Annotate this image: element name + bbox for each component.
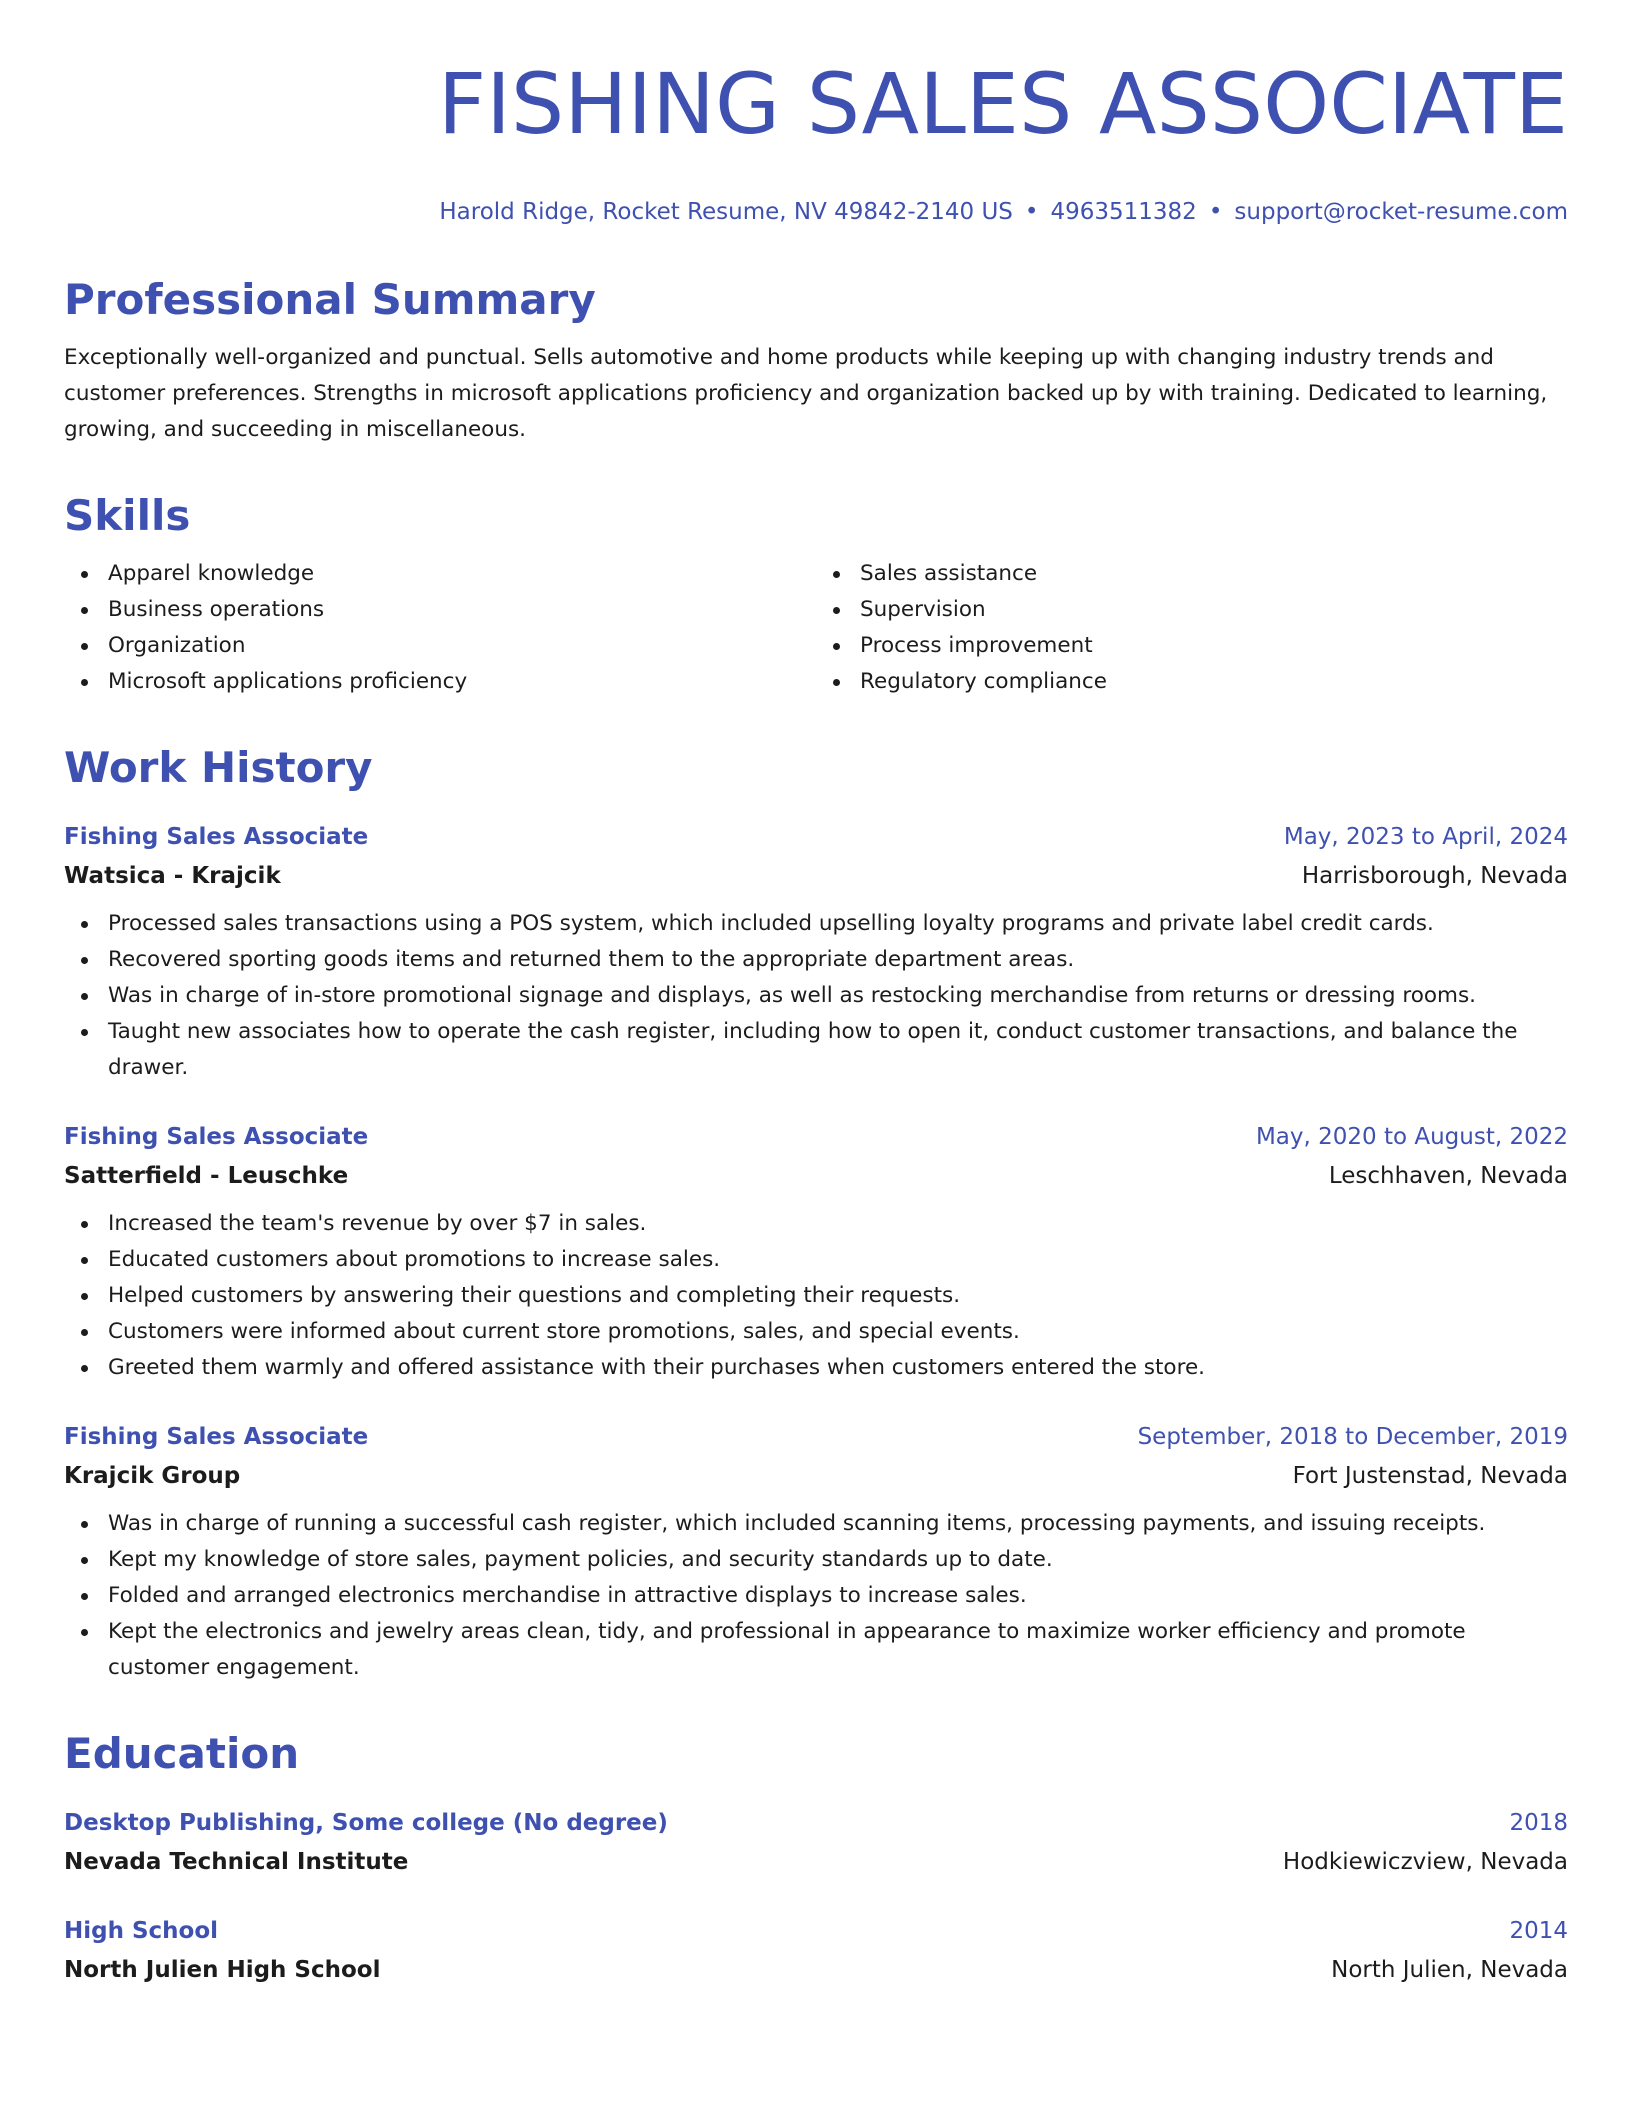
job-dates: May, 2023 to April, 2024 (1283, 824, 1568, 850)
job-location: Leschhaven, Nevada (1328, 1163, 1568, 1189)
skills-heading: Skills (64, 491, 191, 540)
education-year: 2018 (1509, 1810, 1568, 1836)
job-duty: Helped customers by answering their questions and completing their requests. (64, 1278, 1568, 1314)
summary-heading: Professional Summary (64, 275, 596, 324)
contact-email[interactable]: support@rocket-resume.com (1234, 199, 1568, 225)
job-duty: Folded and arranged electronics merchandise in attractive displays to increase sales. (64, 1578, 1568, 1614)
job-duty: Processed sales transactions using a POS system, which included upselling loyalty programs and private label credit cards. (64, 906, 1568, 942)
job-entry (64, 1120, 1568, 1386)
skills-column-left (64, 556, 816, 700)
job-dates: September, 2018 to December, 2019 (1137, 1424, 1568, 1450)
job-duties (64, 906, 1568, 1086)
job-duty: Educated customers about promotions to increase sales. (64, 1242, 1568, 1278)
skill-item: Organization (64, 628, 816, 664)
job-duty: Was in charge of running a successful cash register, which included scanning items, processing payments, and issuing receipts. (64, 1506, 1568, 1542)
education-location: North Julien, Nevada (1331, 1957, 1568, 1983)
skills-column-right (816, 556, 1568, 700)
job-duties (64, 1206, 1568, 1386)
job-duty: Increased the team's revenue by over $7 in sales. (64, 1206, 1568, 1242)
contact-line (64, 196, 1568, 228)
job-duty: Taught new associates how to operate the cash register, including how to open it, conduct customer transactions, and balance the drawer. (64, 1014, 1568, 1086)
contact-phone[interactable]: 4963511382 (1050, 199, 1197, 225)
job-company: Krajcik Group (64, 1463, 241, 1489)
education-school: North Julien High School (64, 1957, 381, 1983)
education-degree: Desktop Publishing, Some college (No degree) (64, 1810, 668, 1836)
skills-list (64, 556, 1568, 700)
education-heading: Education (64, 1729, 300, 1778)
job-title: Fishing Sales Associate (64, 824, 369, 850)
job-company: Watsica - Krajcik (64, 863, 281, 889)
skill-item: Microsoft applications proficiency (64, 664, 816, 700)
job-duty: Kept the electronics and jewelry areas clean, tidy, and professional in appearance to maximize worker efficiency and promote customer engagement. (64, 1614, 1568, 1686)
job-company: Satterfield - Leuschke (64, 1163, 349, 1189)
skill-item: Apparel knowledge (64, 556, 816, 592)
job-entry (64, 1420, 1568, 1686)
job-duties (64, 1506, 1568, 1686)
skill-item: Process improvement (816, 628, 1568, 664)
resume-name: FISHING SALES ASSOCIATE (437, 55, 1568, 153)
job-location: Harrisborough, Nevada (1301, 863, 1568, 889)
job-duty: Greeted them warmly and offered assistance with their purchases when customers entered the store. (64, 1350, 1568, 1386)
job-duty: Customers were informed about current store promotions, sales, and special events. (64, 1314, 1568, 1350)
skill-item: Business operations (64, 592, 816, 628)
job-duty: Recovered sporting goods items and returned them to the appropriate department areas. (64, 942, 1568, 978)
skill-item: Supervision (816, 592, 1568, 628)
education-location: Hodkiewiczview, Nevada (1282, 1849, 1568, 1875)
job-duty: Was in charge of in-store promotional signage and displays, as well as restocking merchandise from returns or dressing rooms. (64, 978, 1568, 1014)
job-entry (64, 820, 1568, 1086)
job-title: Fishing Sales Associate (64, 1424, 369, 1450)
contact-separator: • (1208, 199, 1223, 225)
education-degree: High School (64, 1918, 219, 1944)
summary-text: Exceptionally well-organized and punctual. Sells automotive and home products while keeping up with changing industry trends and customer preferences. Strengths in microsoft applications proficiency and organization backed up by with training. Dedicated to learning, growing, and succeeding in miscellaneous. (64, 345, 1548, 442)
education-school: Nevada Technical Institute (64, 1849, 409, 1875)
education-entry (64, 1806, 1568, 1880)
skill-item: Sales assistance (816, 556, 1568, 592)
skill-item: Regulatory compliance (816, 664, 1568, 700)
contact-address: Harold Ridge, Rocket Resume, NV 49842-2140 US (439, 199, 1013, 225)
job-dates: May, 2020 to August, 2022 (1255, 1124, 1568, 1150)
job-title: Fishing Sales Associate (64, 1124, 369, 1150)
job-location: Fort Justenstad, Nevada (1292, 1463, 1568, 1489)
job-duty: Kept my knowledge of store sales, payment policies, and security standards up to date. (64, 1542, 1568, 1578)
education-year: 2014 (1509, 1918, 1568, 1944)
education-entry (64, 1914, 1568, 1988)
contact-separator: • (1024, 199, 1039, 225)
work-history-heading: Work History (64, 743, 373, 792)
